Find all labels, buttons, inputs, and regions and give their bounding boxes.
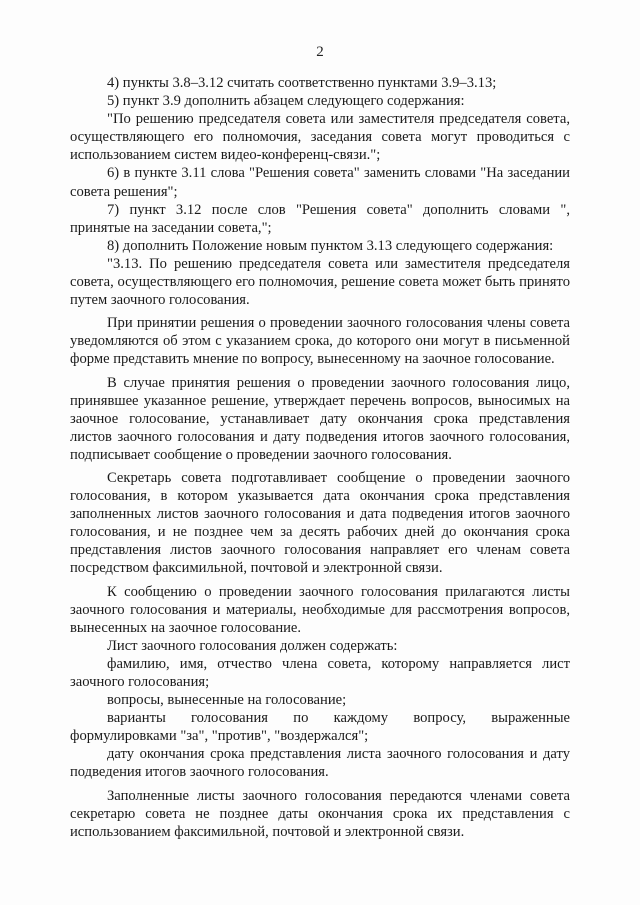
paragraph-16: дату окончания срока представления листа заочного голосования и дату подведения итогов заочного голосования.: [70, 746, 570, 781]
paragraph-3: "По решению председателя совета или заместителя председателя совета, осуществляющего его полномочия, заседания совета могут проводиться с использованием систем видео-конференц-связи.";: [70, 111, 570, 164]
paragraph-5: 7) пункт 3.12 после слов "Решения совета" дополнить словами ", принятые на заседании совета,";: [70, 201, 570, 236]
paragraph-12: Лист заочного голосования должен содержать:: [107, 637, 398, 654]
paragraph-14: вопросы, вынесенные на голосование;: [107, 692, 347, 709]
paragraph-2: 5) пункт 3.9 дополнить абзацем следующего содержания:: [107, 93, 465, 110]
paragraph-11: К сообщению о проведении заочного голосования прилагаются листы заочного голосования и материалы, необходимые для рассмотрения вопросов, вынесенных на заочное голосование.: [70, 583, 570, 636]
paragraph-9: В случае принятия решения о проведении заочного голосования лицо, принявшее указанное решение, утверждает перечень вопросов, выносимых на заочное голосование, устанавливает дату окончания срока представления листов заочного голосования и дату подведения итогов заочного голосования, подписывает сообщение о проведении заочного голосования.: [70, 374, 570, 463]
paragraph-4: 6) в пункте 3.11 слова "Решения совета" заменить словами "На заседании совета решения";: [70, 165, 570, 200]
paragraph-7: "3.13. По решению председателя совета или заместителя председателя совета, осуществляющего его полномочия, решение совета может быть принято путем заочного голосования.: [70, 255, 570, 309]
paragraph-6: 8) дополнить Положение новым пунктом 3.13 следующего содержания:: [107, 237, 554, 254]
paragraph-15: варианты голосования по каждому вопросу, выраженные формулировками "за", "против", "воздержался";: [70, 710, 570, 745]
paragraph-10: Секретарь совета подготавливает сообщение о проведении заочного голосования, в котором указывается дата окончания срока представления заполненных листов заочного голосования и дата подведения итогов заочного голосования, и не позднее чем за десять рабочих дней до окончания срока представления листов заочного голосования направляет его членам совета посредством факсимильной, почтовой и электронной связи.: [70, 469, 570, 577]
document-body: [70, 74, 570, 841]
paragraph-1: 4) пункты 3.8–3.12 считать соответственно пунктами 3.9–3.13;: [107, 75, 497, 91]
page-number: 2: [316, 44, 324, 60]
paragraph-17: Заполненные листы заочного голосования передаются членами совета секретарю совета не позднее даты окончания срока их представления с использованием факсимильной, почтовой и электронной связи.: [70, 787, 570, 840]
paragraph-8: При принятии решения о проведении заочного голосования члены совета уведомляются об этом с указанием срока, до которого они могут в письменной форме представить мнение по вопросу, вынесенному на заочное голосование.: [70, 315, 570, 368]
paragraph-13: фамилию, имя, отчество члена совета, которому направляется лист заочного голосования;: [70, 655, 570, 690]
